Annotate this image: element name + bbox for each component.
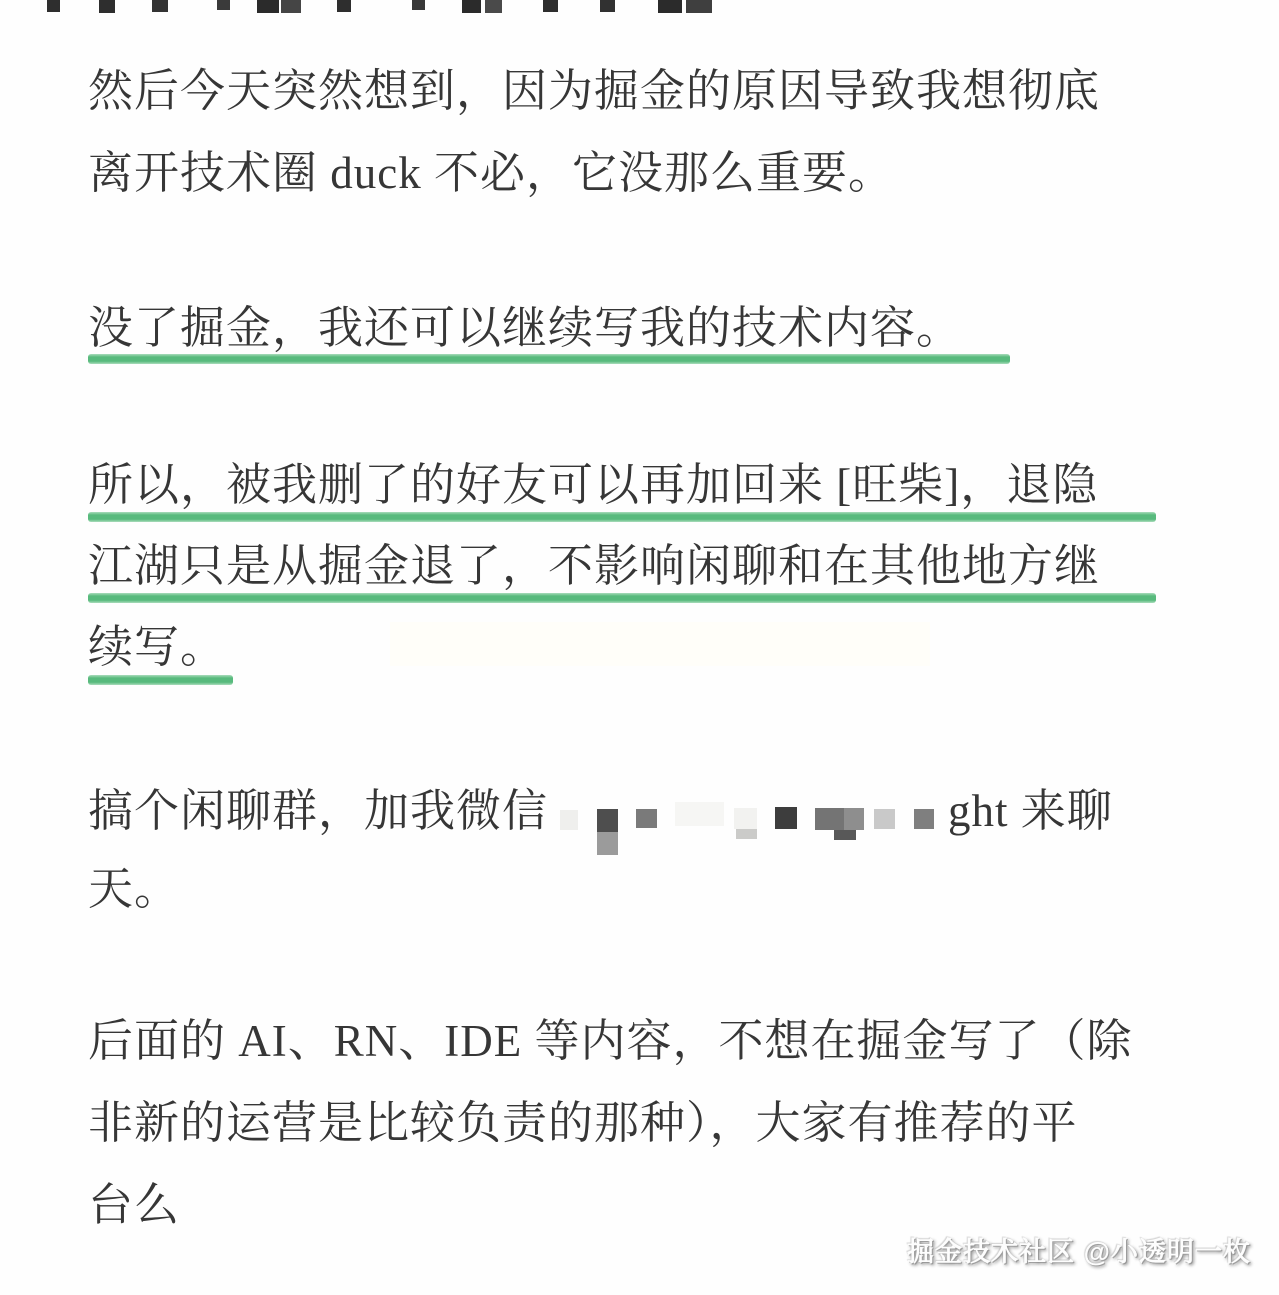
cropped-glyph-fragment: [543, 0, 558, 12]
mosaic-block: [675, 802, 724, 826]
green-underline: [88, 593, 1156, 603]
paragraph-line-highlighted: 江湖只是从掘金退了，不影响闲聊和在其他地方继: [88, 541, 1101, 591]
cropped-glyph-fragment: [99, 0, 115, 13]
cropped-glyph-fragment: [47, 0, 60, 12]
mosaic-block: [597, 809, 618, 832]
cropped-glyph-fragment: [152, 0, 168, 12]
mosaic-block: [734, 808, 757, 829]
mosaic-block: [560, 810, 578, 830]
cropped-glyph-fragment: [412, 0, 425, 10]
paragraph-line: 台么: [88, 1180, 181, 1230]
faint-smudge: [390, 622, 930, 666]
cropped-glyph-fragment: [686, 0, 712, 13]
mosaic-block: [874, 809, 895, 829]
paragraph-line-highlighted: 续写。: [88, 622, 227, 672]
mosaic-block: [815, 808, 844, 830]
paragraph-line: 非新的运营是比较负责的那种），大家有推荐的平: [88, 1098, 1078, 1148]
cropped-glyph-fragment: [485, 0, 502, 13]
cropped-glyph-fragment: [337, 0, 351, 12]
cropped-glyph-fragment: [658, 0, 682, 13]
cropped-glyph-fragment: [257, 0, 279, 13]
mosaic-block: [775, 807, 797, 829]
green-underline: [88, 354, 1010, 364]
green-underline: [88, 512, 1156, 522]
line-text-after: ght 来聊: [948, 786, 1113, 836]
green-underline: [88, 675, 233, 685]
line-text-before: 搞个闲聊群，加我微信: [88, 786, 549, 836]
paragraph-line-highlighted: 没了掘金，我还可以继续写我的技术内容。: [88, 303, 963, 353]
mosaic-block: [597, 832, 618, 855]
cropped-text-remnant: [0, 0, 1279, 14]
mosaic-block: [914, 809, 934, 829]
cropped-glyph-fragment: [600, 0, 615, 12]
paragraph-line-with-redaction: [88, 784, 1113, 856]
mosaic-block: [844, 808, 864, 830]
cropped-glyph-fragment: [281, 0, 301, 13]
pixelated-wechat-id: [558, 802, 940, 856]
paragraph-line: 后面的 AI、RN、IDE 等内容，不想在掘金写了（除: [88, 1016, 1133, 1066]
paragraph-line-highlighted: 所以，被我删了的好友可以再加回来 [旺柴]，退隐: [88, 460, 1099, 510]
mosaic-block: [736, 829, 757, 839]
paragraph-line: 然后今天突然想到，因为掘金的原因导致我想彻底: [88, 66, 1101, 116]
cropped-glyph-fragment: [217, 0, 230, 10]
mosaic-block: [636, 809, 657, 828]
paragraph-line: 天。: [88, 864, 181, 914]
paragraph-line: 离开技术圈 duck 不必，它没那么重要。: [88, 148, 894, 198]
mosaic-block: [834, 830, 856, 840]
cropped-glyph-fragment: [462, 0, 481, 13]
watermark: 掘金技术社区 @小透明一枚: [907, 1237, 1251, 1267]
